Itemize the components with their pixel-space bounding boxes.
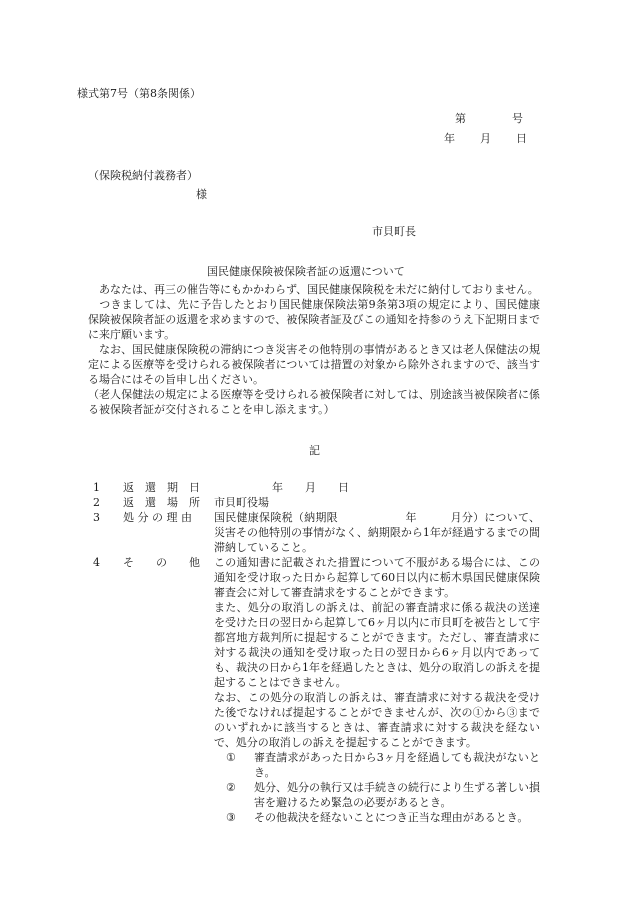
- subitem-text: 処分、処分の執行又は手続きの続行により生ずる著しい損害を避けるため緊急の必要があるとき。: [254, 781, 540, 809]
- body-text: [88, 282, 540, 417]
- other-paragraph-2: また、処分の取消しの訴えは、前記の審査請求に係る裁決の送達を受けた日の翌日から起算して6ヶ月以内に市貝町を被告として宇都宮地方裁判所に提起することができます。ただし、審査請求に対する裁決の通知を受け取った日の翌日から6ヶ月以内であっても、裁決の日から1年を経過したときは、処分の取消しの訴えを提起することはできません。: [214, 601, 540, 689]
- subitem-text: 審査請求があった日から3ヶ月を経過しても裁決がないとき。: [254, 751, 540, 779]
- item-value: 国民健康保険税（納期限 年 月分）について、災害その他特別の事情がなく、納期限から1年が経過するまでの間滞納していること。: [214, 511, 540, 554]
- item-label: 返 還 期 日: [123, 481, 200, 494]
- subitem-1: [214, 750, 540, 780]
- ki-heading: 記: [309, 444, 320, 457]
- form-number: 様式第7号（第8条関係）: [77, 87, 201, 100]
- document-title: 国民健康保険被保険者証の返還について: [207, 265, 405, 278]
- date-day: 日: [516, 132, 527, 145]
- doc-number-prefix: 第: [455, 112, 466, 125]
- item-label: そ の 他: [123, 556, 200, 569]
- other-paragraph-3: なお、この処分の取消しの訴えは、審査請求に対する裁決を受けた後でなければ提起することができませんが、次の①から③までのいずれかに該当するときは、審査請求に対する裁決を経ないで、処分の取消しの訴えを提起することができます。: [214, 691, 540, 749]
- item-value: 市貝町役場: [214, 496, 269, 509]
- subitem-2: [214, 780, 540, 810]
- item-number: 2: [93, 496, 100, 509]
- body-paragraph-4: （老人保健法の規定による医療等を受けられる被保険者に対しては、別途該当被保険者に係る被保険者証が交付されることを申し添えます。）: [88, 388, 540, 416]
- subitem-mark: ①: [226, 751, 236, 764]
- item-value: 年 月 日: [272, 481, 349, 494]
- doc-number-suffix: 号: [512, 112, 523, 125]
- subitem-mark: ③: [226, 811, 236, 824]
- sender-name: 市貝町長: [372, 225, 416, 238]
- date-year: 年: [444, 132, 455, 145]
- subitem-3: [214, 810, 540, 825]
- body-paragraph-2: つきましては、先に予告したとおり国民健康保険法第9条第3項の規定により、国民健康保険被保険者証の返還を求めますので、被保険者証及びこの通知を持参のうえ下記期日までに来庁願います。: [88, 298, 540, 341]
- date-month: 月: [480, 132, 491, 145]
- item-number: 4: [93, 556, 100, 569]
- item-label: 処 分 の 理 由: [123, 511, 192, 524]
- item-number: 1: [93, 481, 100, 494]
- subitem-text: その他裁決を経ないことにつき正当な理由があるとき。: [254, 811, 529, 824]
- subitem-mark: ②: [226, 781, 236, 794]
- item-number: 3: [93, 511, 100, 524]
- addressee-role: （保険税納付義務者）: [88, 169, 198, 182]
- body-paragraph-1: あなたは、再三の催告等にもかかわらず、国民健康保険税を未だに納付しておりません。: [88, 283, 539, 296]
- body-paragraph-3: なお、国民健康保険税の滞納につき災害その他特別の事情があるとき又は老人保健法の規定による医療等を受けられる被保険者については措置の対象から除外されますので、該当する場合にはその旨申し出ください。: [88, 343, 540, 386]
- addressee-honorific: 様: [196, 188, 207, 201]
- item-value: [214, 555, 540, 825]
- item-label: 返 還 場 所: [123, 496, 200, 509]
- other-paragraph-1: この通知書に記載された措置について不服がある場合には、この通知を受け取った日から起算して60日以内に栃木県国民健康保険審査会に対して審査請求をすることができます。: [214, 556, 540, 599]
